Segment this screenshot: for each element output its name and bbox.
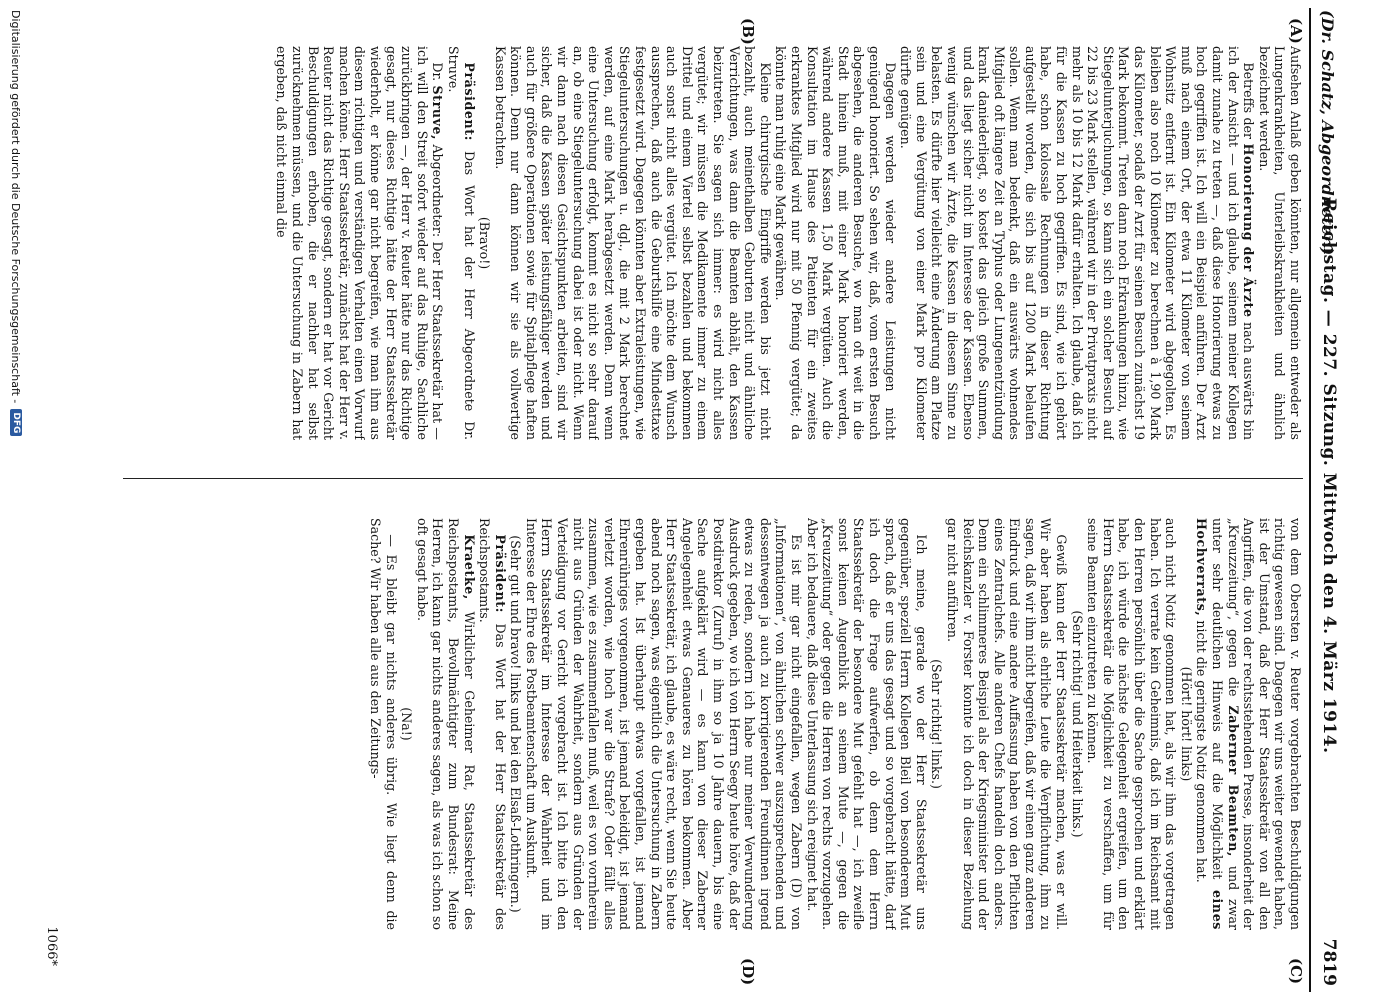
paragraph: Es ist mir gar nicht eingefallen, wegen Zabern (D) von „Informationen“, von ähnlichen schwer auszusprechenden und dessentwegen ja auch zu korrigierenden Freundinnen irgend etwas zu reden, sondern ich habe nur meiner Verwunderung Ausdruck gegeben, wo ich von Herrn Seegy heute höre, daß der Postdirektor (Zuruf) in ihm so ja 10 Jahre dauern, bis eine Sache aufgeklärt wird — es kann von dieser Zaberner Angelegenheit etwas Genaueres zu hören bekommen. Aber Herr Staatssekretär, ich glaube, es wäre recht, wenn Sie heute abend noch sagen, was eigentlich die Untersuchung in Zabern ergeben hat. Ist überhaupt etwas vorgefallen, ist jemand Ehrenrühriges vorgenommen, ist jemand beleidigt, ist jemand verletzt worden, wie hoch war die Strafe? Oder fällt alles zusammen, wie es zusammenfallen muß, weil es von vornherein nicht aus Gründen der Wahrheit, sondern aus Gründen der Verteidigung vor Gericht vorgebracht ist. Ich bitte ich den Herrn Staatssekretär im Interesse der Wahrheit und im Interesse der Ehre des Postbeamtenschaft um Auskunft. — [523, 518, 804, 930]
margin-marker-d: (D) — [739, 958, 757, 986]
paragraph: Aufsehen Anlaß geben könnten, nur allgemein entweder als Lungenkrankheiten, Unterleibskrankheiten und ähnlich bezeichnet werden. — [1256, 46, 1303, 440]
text-run: von dem Obersten v. Reuter vorgebrachten Beschuldigungen richtig gewesen sind. Dagegen wir uns weiter gewendet haben, ist der Umstand, daß der Herr Staatssekretär von all den Angriffen, die von der rechtsstehenden Presse, insonderheit der „Kreuzzeitung“, gegen die — [1225, 518, 1303, 930]
speaker-label: Kraetke, — [461, 534, 477, 600]
interjection: (Sehr richtig! und Heiterkeit links.) — [1069, 610, 1085, 838]
speaker-label: Präsident: — [492, 534, 508, 613]
paragraph — [898, 46, 1257, 440]
interjection: (Hört! hört! links) — [1178, 666, 1194, 782]
emphasis-text: eines Hochverrats, — [1194, 518, 1226, 930]
dfg-logo-icon: DFG — [10, 409, 22, 436]
speaker-label: Struve, — [430, 85, 446, 141]
paragraph: Gewiß kann der Herr Staatssekretär machen, was er will. Wir aber haben als ehrliche Leute die Verpflichtung, ihm zu sagen, daß wir ihm nicht begreifen, daß wir einen ganz anderen Eindruck und eine andere Auffassung haben von den Pflichten eines Zentralchefs. Alle anderen Chefs handeln doch anders. Denn ein schlimmeres Beispiel als der Kriegsminister und der Reichskanzler v. Forster konnte ich doch in dieser Beziehung gar nicht anführen. — [944, 518, 1070, 930]
paragraph: Kleine chirurgische Eingriffe werden bis jetzt nicht bezahlt, auch meinethalben Geburten nicht und ähnliche Verrichtungen, was dann die Beamten abhält, den Kassen beizutreten. Sie sagen sich immer: es wird nicht alles vergütet; wir müssen die Medikamente immer zu einem Drittel und einem Viertel selbst bezahlen und bekommen auch sonst nicht alles vergütet. Ich möchte dem Wunsch aussprechen, daß auch die Geburtshilfe eine Mindesttaxe festgesetzt wird. Dagegen könnten aber Extraleistungen, wie Stiegeluntersuchungen u. dgl., die mit 2 Mark berechnet werden, auf eine Mark herabgesetzt werden. Denn wenn eine Untersuchung erfolgt, kommt es nicht so sehr darauf an, ob eine Stiegeluntersuchung dabei ist oder nicht. Wenn wir dann nach diesen Gesichtspunkten arbeiten, sind wir sicher, daß die Kassen später leistungsfähiger werden und auch für größere Operationen sowie für Spitalpflege haften können. Denn nur dann können wir sie als vollwertige Kassen betrachten. — [492, 46, 773, 440]
margin-marker-a: (A) — [1287, 18, 1305, 44]
text-run: Abgeordneter: Der Herr Staatssekretär hat — ich will den Streit sofort wieder auf das Ruhige, Sachliche zurückbringen —, der Herr v. Reuter hätte nur das Richtige gesagt, nur dieses Richtige hätte der Herr Staatssekretär wiederholt, er könne gar nicht begreifen, wie man ihm aus diesem richtigen und verständigen Verhalten einen Vorwurf machen könne. Herr Staatssekretär, zunächst hat der Herr v. Reuter nicht das Richtige gesagt, sondern er hat vor Gericht Beschuldigungen erhoben, die er nachher hat selbst zurücknehmen müssen, und die Untersuchung in Zabern hat ergeben, daß nicht einmal die — [274, 46, 446, 440]
page-header — [1309, 8, 1347, 992]
margin-marker-b: (B) — [739, 18, 757, 45]
paragraph: Ich meine, gerade wo der Herr Staatssekretär uns gegenüber, speziell Herrn Kollegen Bleil von besonderem Mut sprach, daß er uns das gesagt und so vorgebracht hätte, darf ich doch die Frage aufwerfen, ob denn dem Herrn Staatssekretär der besondere Mut gefehlt hat —, ich zweifle sonst keinen Augenblick an seinem Mute —, gegen die „Kreuzzeitung“ oder gegen die Herren von rechts vorzugehen. Aber ich bedauere, daß diese Unterlassung sich ereignet hat. — [804, 518, 929, 930]
text-run: nach auswärts bin ich der Ansicht — und ich glaube, seinem meiner Kollegen damit zunahe zu treten —, daß diese Honorierung etwas zu hoch gegriffen ist. Ich will ein Beispiel anführen. Der Arzt muß nach einem Ort, der etwa 11 Kilometer von seinem Wohnsitz entfernt ist. Ein Kilometer wird abgegolten. Es bleiben also noch 10 Kilometer zu berechnen à 1,90 Mark das Kilometer, sodaß der Arzt für seinen Besuch zunächst 19 Mark bekommt. Treten dann noch Erkrankungen hinzu, wie Stiegelunterjuchungen, so kann sich ein solcher Besuch auf 22 bis 23 Mark stellen, während wir in der Privatpraxis nicht mehr als 10 bis 12 Mark dafür erhalten. Ich glaube, daß ich für die Kassen zu hoch gegriffen. Es sind, wie ich gehört habe, schon kolossale Rechnungen in dieser Richtung aufgestellt worden, die sich bis auf 1200 Mark belaufen sollen. Wenn man bedenkt, daß ein auswärts wohnendes Mitglied oft längere Zeit an Typhus oder Lungenentzündung krank daniederliegt, so kostet das gleich große Summen, und das liegt sicher nicht im Interesse der Kassen. Ebenso wenig wünschen wir Ärzte, die Kassen in diesem Sinne zu belasten. Es dürfte hier vielleicht eine Änderung am Platze sein und eine Vergütung von einer Mark pro Kilometer dürfte genügen. — [898, 46, 1257, 440]
paragraph: Dagegen werden wieder andere Leistungen nicht genügend honoriert. So sehen wir, daß, vom ersten Besuch abgesehen, die anderen Besuche, wo man oft weit in die Stadt hinein muß, mit einer Mark honoriert werden, während andere Kassen 1,50 Mark vergüten. Auch die Konsultation im Hause des Patienten für ein zweites erkranktes Mitglied wird nur mit 50 Pfennig vergütet; da könnte man ruhig eine Mark gewähren. — [773, 46, 898, 440]
text-run: nicht die geringste Notiz genommen hat. — [1194, 616, 1210, 883]
interjection: (Na!) — [399, 707, 415, 741]
digitization-credit — [3, 0, 29, 1000]
interjection: (Sehr richtig! links.) — [929, 659, 945, 789]
paragraph: auch nicht Notiz genommen hat, als wir ihm das vorgetragen haben. Ich verrate kein Geheimnis, daß ich im Reichsamt mit den Herren persönlich über die Sache gesprochen und erklärt habe, ich würde die nächste Gelegenheit ergreifen, um den Herrn Staatssekretär die Möglichkeit zu verschaffen, um für seine Beamten einzutreten zu können. — [1085, 518, 1179, 930]
text-run: und zwar unter sehr deutlichen Hinweis auf die Möglichkeit — [1210, 518, 1241, 930]
emphasis-text: Zaberner Beamten, — [1225, 705, 1241, 857]
text-run: Betreffs der — [1241, 62, 1257, 144]
text-run: Das Wort hat der Herr Staatssekretär des Reichspostamts. — [477, 518, 508, 930]
page-code: 1066* — [44, 926, 59, 966]
header-speaker: (Dr. Schatz, Abgeordneter.) — [1318, 10, 1337, 256]
header-title: Reichstag. — 227. Sitzung. Mittwoch den 4. März 1914. — [1319, 198, 1339, 754]
interjection: (Bravo!) — [477, 216, 493, 270]
paragraph: — Es bleibt gar nichts anderes übrig. Wie liegt denn die Sache? Wir haben alle aus den Zeitungs- — [367, 518, 399, 930]
paragraph — [274, 46, 446, 440]
column-divider — [123, 478, 1303, 479]
speaker-label: Präsident: — [461, 62, 477, 141]
left-column — [123, 46, 1303, 440]
credit-text: Digitalisierung gefördert durch die Deutsche Forschungsgemeinschaft - — [9, 10, 23, 404]
margin-marker-c: (C) — [1287, 958, 1305, 985]
document-page — [42, 8, 1347, 992]
paragraph — [477, 518, 508, 930]
paragraph — [1194, 518, 1303, 930]
emphasis-text: Honorierung der Ärzte — [1241, 143, 1257, 318]
text-run: Dr. — [430, 62, 446, 86]
paragraph — [445, 46, 476, 440]
text-run: Wirklicher Geheimer Rat, Staatssekretär des Reichspostamts, Bevollmächtigter zum Bundesrat: Meine Herren, ich kann gar nichts anderes sagen, als was ich schon so oft gesagt habe. — [414, 518, 477, 930]
right-column — [123, 518, 1303, 930]
header-page-number: 7819 — [1319, 938, 1339, 986]
paragraph — [414, 518, 476, 930]
interjection: (Sehr gut und bravo! links und bei den Elsaß-Lothringern.) — [508, 535, 524, 913]
text-run: Das Wort hat der Herr Abgeordnete Dr. Struve. — [445, 46, 477, 440]
